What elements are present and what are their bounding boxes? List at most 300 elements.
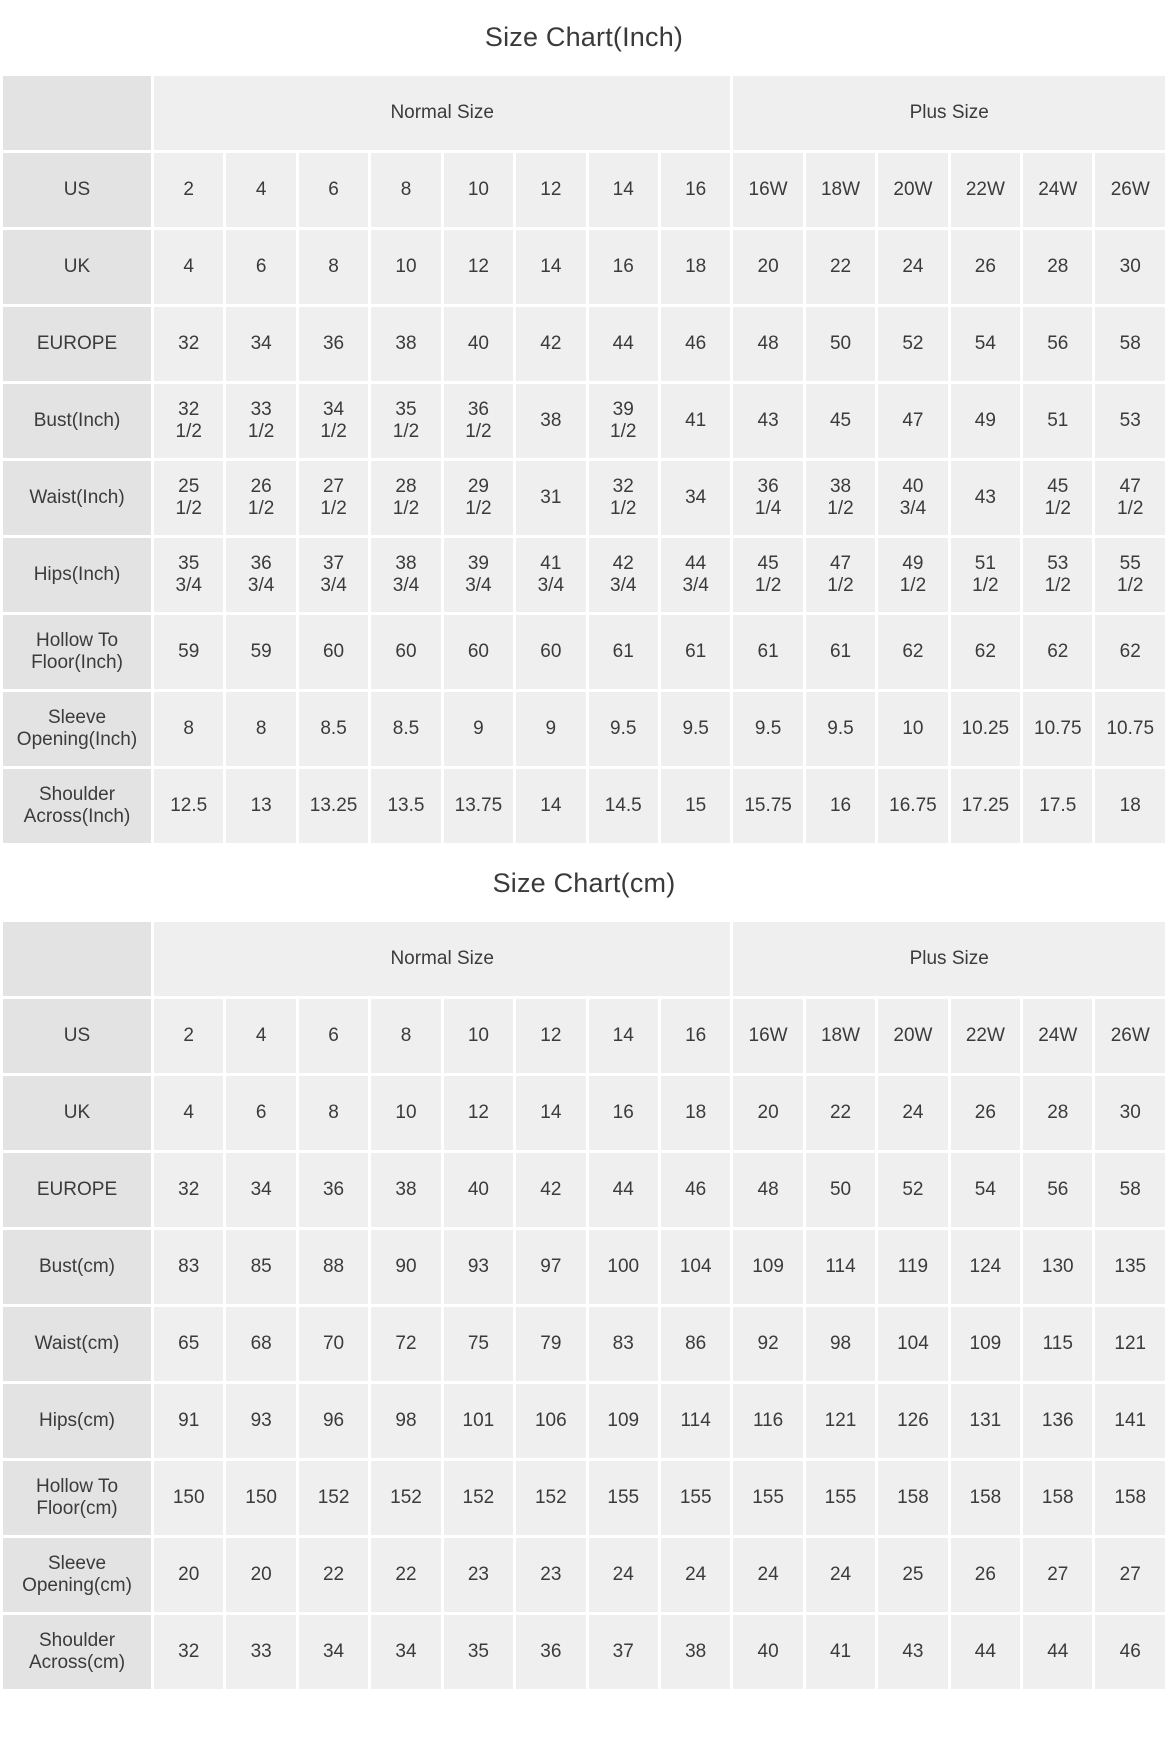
table-cell: 18 (659, 229, 731, 306)
table-cell: 86 (659, 1306, 731, 1383)
table-cell: 20W (877, 152, 949, 229)
table-cell: 39 3/4 (442, 537, 514, 614)
table-cell: 17.25 (949, 768, 1021, 845)
table-cell: 30 (1094, 1075, 1167, 1152)
row-header-cell: EUROPE (2, 1152, 153, 1229)
table-cell: 18 (1094, 768, 1167, 845)
table-cell: 60 (370, 614, 442, 691)
table-cell: 13.25 (297, 768, 369, 845)
size-chart-table (0, 73, 1168, 846)
table-cell: 29 1/2 (442, 460, 514, 537)
table-cell: 48 (732, 306, 804, 383)
table-cell: 47 (877, 383, 949, 460)
table-cell: 14 (515, 1075, 587, 1152)
table-cell: 58 (1094, 306, 1167, 383)
table-cell: 38 1/2 (804, 460, 876, 537)
table-cell: 10 (370, 229, 442, 306)
table-cell: 152 (442, 1460, 514, 1537)
table-cell: 10 (370, 1075, 442, 1152)
table-cell: 16 (659, 998, 731, 1075)
table-cell: 33 1/2 (225, 383, 297, 460)
table-cell: 32 (153, 1152, 225, 1229)
table-cell: 23 (515, 1537, 587, 1614)
table-cell: 101 (442, 1383, 514, 1460)
table-cell: 46 (659, 1152, 731, 1229)
table-cell: 59 (153, 614, 225, 691)
table-cell: 54 (949, 306, 1021, 383)
table-cell: 26W (1094, 998, 1167, 1075)
table-cell: 136 (1022, 1383, 1094, 1460)
row-header-cell: EUROPE (2, 306, 153, 383)
table-cell: 152 (515, 1460, 587, 1537)
table-cell: 158 (1022, 1460, 1094, 1537)
table-cell: 45 (804, 383, 876, 460)
table-cell: 130 (1022, 1229, 1094, 1306)
row-header-cell: Hollow To Floor(Inch) (2, 614, 153, 691)
table-cell: 40 (732, 1614, 804, 1691)
table-cell: 26 (949, 229, 1021, 306)
table-cell: 22 (804, 229, 876, 306)
row-header-cell: UK (2, 229, 153, 306)
table-cell: 121 (804, 1383, 876, 1460)
table-cell: 35 1/2 (370, 383, 442, 460)
table-cell: 61 (804, 614, 876, 691)
table-cell: 36 1/4 (732, 460, 804, 537)
table-cell: 36 1/2 (442, 383, 514, 460)
table-cell: 39 1/2 (587, 383, 659, 460)
table-cell: 131 (949, 1383, 1021, 1460)
table-cell: 16 (804, 768, 876, 845)
table-cell: 62 (949, 614, 1021, 691)
table-cell: 150 (153, 1460, 225, 1537)
table-cell: 13 (225, 768, 297, 845)
table-cell: 28 1/2 (370, 460, 442, 537)
table-cell: 36 (297, 1152, 369, 1229)
table-cell: 24 (587, 1537, 659, 1614)
table-cell: 37 3/4 (297, 537, 369, 614)
table-cell: 42 (515, 1152, 587, 1229)
table-cell: 93 (442, 1229, 514, 1306)
table-cell: 24W (1022, 152, 1094, 229)
table-cell: 34 1/2 (297, 383, 369, 460)
table-cell: 135 (1094, 1229, 1167, 1306)
table-cell: 62 (1022, 614, 1094, 691)
table-row (2, 229, 1167, 306)
table-cell: 8 (370, 998, 442, 1075)
table-cell: 40 (442, 306, 514, 383)
table-cell: 126 (877, 1383, 949, 1460)
table-cell: 32 1/2 (153, 383, 225, 460)
table-cell: 28 (1022, 1075, 1094, 1152)
table-cell: 15 (659, 768, 731, 845)
table-cell: 68 (225, 1306, 297, 1383)
table-row (2, 1229, 1167, 1306)
table-cell: 24 (804, 1537, 876, 1614)
table-cell: 59 (225, 614, 297, 691)
table-cell: 14 (587, 152, 659, 229)
table-cell: 45 1/2 (1022, 460, 1094, 537)
table-cell: 34 (370, 1614, 442, 1691)
row-header-cell: Hips(Inch) (2, 537, 153, 614)
table-cell: 24 (877, 229, 949, 306)
table-group-header-row (2, 921, 1167, 998)
table-cell: 48 (732, 1152, 804, 1229)
table-cell: 155 (732, 1460, 804, 1537)
table-cell: 60 (515, 614, 587, 691)
table-cell: 16 (659, 152, 731, 229)
table-cell: 4 (153, 1075, 225, 1152)
table-cell: 47 1/2 (804, 537, 876, 614)
table-cell: 38 (659, 1614, 731, 1691)
row-header-cell: Hips(cm) (2, 1383, 153, 1460)
table-row (2, 1537, 1167, 1614)
table-cell: 41 3/4 (515, 537, 587, 614)
table-cell: 31 (515, 460, 587, 537)
table-cell: 109 (732, 1229, 804, 1306)
table-cell: 26W (1094, 152, 1167, 229)
table-cell: 55 1/2 (1094, 537, 1167, 614)
table-cell: 98 (804, 1306, 876, 1383)
table-cell: 24 (732, 1537, 804, 1614)
corner-cell (2, 75, 153, 152)
table-cell: 51 (1022, 383, 1094, 460)
table-cell: 26 (949, 1537, 1021, 1614)
table-cell: 23 (442, 1537, 514, 1614)
table-cell: 33 (225, 1614, 297, 1691)
table-cell: 36 (515, 1614, 587, 1691)
table-cell: 9.5 (804, 691, 876, 768)
table-row (2, 998, 1167, 1075)
table-cell: 32 (153, 1614, 225, 1691)
table-cell: 18 (659, 1075, 731, 1152)
table-cell: 75 (442, 1306, 514, 1383)
table-cell: 20 (732, 229, 804, 306)
table-cell: 45 1/2 (732, 537, 804, 614)
table-cell: 44 3/4 (659, 537, 731, 614)
table-cell: 109 (587, 1383, 659, 1460)
table-cell: 26 (949, 1075, 1021, 1152)
table-row (2, 1460, 1167, 1537)
table-cell: 158 (877, 1460, 949, 1537)
row-header-cell: US (2, 998, 153, 1075)
table-cell: 40 3/4 (877, 460, 949, 537)
table-cell: 13.75 (442, 768, 514, 845)
table-row (2, 1614, 1167, 1691)
table-row (2, 537, 1167, 614)
table-row (2, 460, 1167, 537)
table-cell: 155 (804, 1460, 876, 1537)
table-cell: 27 (1022, 1537, 1094, 1614)
table-cell: 38 (370, 1152, 442, 1229)
table-row (2, 1152, 1167, 1229)
corner-cell (2, 921, 153, 998)
table-cell: 22 (297, 1537, 369, 1614)
table-row (2, 1075, 1167, 1152)
table-cell: 22W (949, 998, 1021, 1075)
table-cell: 2 (153, 998, 225, 1075)
group-header-cell: Plus Size (732, 75, 1167, 152)
table-cell: 14 (515, 768, 587, 845)
table-cell: 83 (153, 1229, 225, 1306)
table-cell: 115 (1022, 1306, 1094, 1383)
table-cell: 124 (949, 1229, 1021, 1306)
table-cell: 22 (370, 1537, 442, 1614)
table-cell: 49 (949, 383, 1021, 460)
table-cell: 12 (515, 998, 587, 1075)
table-cell: 14 (515, 229, 587, 306)
table-cell: 104 (659, 1229, 731, 1306)
table-cell: 47 1/2 (1094, 460, 1167, 537)
table-cell: 56 (1022, 1152, 1094, 1229)
table-cell: 25 (877, 1537, 949, 1614)
table-cell: 46 (1094, 1614, 1167, 1691)
group-header-cell: Plus Size (732, 921, 1167, 998)
table-cell: 38 3/4 (370, 537, 442, 614)
table-cell: 158 (1094, 1460, 1167, 1537)
row-header-cell: Waist(Inch) (2, 460, 153, 537)
row-header-cell: Shoulder Across(cm) (2, 1614, 153, 1691)
table-cell: 61 (732, 614, 804, 691)
table-cell: 20 (153, 1537, 225, 1614)
table-cell: 52 (877, 1152, 949, 1229)
table-cell: 32 1/2 (587, 460, 659, 537)
table-cell: 104 (877, 1306, 949, 1383)
table-cell: 50 (804, 1152, 876, 1229)
table-cell: 53 1/2 (1022, 537, 1094, 614)
table-cell: 152 (370, 1460, 442, 1537)
row-header-cell: US (2, 152, 153, 229)
table-cell: 10 (877, 691, 949, 768)
table-cell: 152 (297, 1460, 369, 1537)
table-cell: 9.5 (732, 691, 804, 768)
row-header-cell: Sleeve Opening(Inch) (2, 691, 153, 768)
table-cell: 6 (225, 229, 297, 306)
table-cell: 40 (442, 1152, 514, 1229)
table-cell: 44 (949, 1614, 1021, 1691)
table-cell: 30 (1094, 229, 1167, 306)
size-chart-table (0, 919, 1168, 1692)
table-cell: 90 (370, 1229, 442, 1306)
row-header-cell: Waist(cm) (2, 1306, 153, 1383)
table-cell: 18W (804, 998, 876, 1075)
table-cell: 88 (297, 1229, 369, 1306)
table-cell: 16 (587, 1075, 659, 1152)
table-row (2, 1306, 1167, 1383)
table-cell: 27 1/2 (297, 460, 369, 537)
table-row (2, 614, 1167, 691)
table-cell: 36 (297, 306, 369, 383)
table-row (2, 768, 1167, 845)
table-cell: 34 (297, 1614, 369, 1691)
table-cell: 15.75 (732, 768, 804, 845)
table-cell: 60 (442, 614, 514, 691)
table-cell: 14.5 (587, 768, 659, 845)
table-cell: 22W (949, 152, 1021, 229)
table-cell: 51 1/2 (949, 537, 1021, 614)
table-cell: 119 (877, 1229, 949, 1306)
table-cell: 100 (587, 1229, 659, 1306)
table-cell: 58 (1094, 1152, 1167, 1229)
table-cell: 38 (370, 306, 442, 383)
table-cell: 56 (1022, 306, 1094, 383)
table-cell: 150 (225, 1460, 297, 1537)
table-cell: 42 3/4 (587, 537, 659, 614)
table-cell: 37 (587, 1614, 659, 1691)
table-cell: 2 (153, 152, 225, 229)
table-cell: 50 (804, 306, 876, 383)
table-cell: 158 (949, 1460, 1021, 1537)
table-cell: 20 (225, 1537, 297, 1614)
table-cell: 16 (587, 229, 659, 306)
table-cell: 83 (587, 1306, 659, 1383)
row-header-cell: Bust(Inch) (2, 383, 153, 460)
table-cell: 49 1/2 (877, 537, 949, 614)
table-cell: 8 (225, 691, 297, 768)
table-cell: 6 (297, 152, 369, 229)
table-cell: 24 (659, 1537, 731, 1614)
table-cell: 155 (659, 1460, 731, 1537)
chart-title: Size Chart(Inch) (484, 22, 684, 52)
table-row (2, 152, 1167, 229)
table-cell: 35 (442, 1614, 514, 1691)
table-cell: 8 (153, 691, 225, 768)
table-cell: 44 (587, 1152, 659, 1229)
table-cell: 25 1/2 (153, 460, 225, 537)
table-cell: 9 (515, 691, 587, 768)
table-cell: 109 (949, 1306, 1021, 1383)
table-cell: 79 (515, 1306, 587, 1383)
table-cell: 62 (1094, 614, 1167, 691)
row-header-cell: UK (2, 1075, 153, 1152)
table-cell: 9.5 (659, 691, 731, 768)
table-cell: 155 (587, 1460, 659, 1537)
table-cell: 17.5 (1022, 768, 1094, 845)
table-cell: 42 (515, 306, 587, 383)
table-cell: 44 (1022, 1614, 1094, 1691)
table-cell: 65 (153, 1306, 225, 1383)
table-cell: 4 (225, 998, 297, 1075)
table-cell: 20 (732, 1075, 804, 1152)
table-cell: 10.25 (949, 691, 1021, 768)
table-cell: 20W (877, 998, 949, 1075)
table-cell: 26 1/2 (225, 460, 297, 537)
table-cell: 16W (732, 152, 804, 229)
table-cell: 53 (1094, 383, 1167, 460)
table-cell: 10.75 (1094, 691, 1167, 768)
table-cell: 41 (659, 383, 731, 460)
table-cell: 18W (804, 152, 876, 229)
table-cell: 93 (225, 1383, 297, 1460)
table-group-header-row (2, 75, 1167, 152)
table-cell: 8 (297, 1075, 369, 1152)
table-cell: 8.5 (297, 691, 369, 768)
table-cell: 92 (732, 1306, 804, 1383)
table-cell: 43 (877, 1614, 949, 1691)
table-cell: 34 (659, 460, 731, 537)
table-cell: 41 (804, 1614, 876, 1691)
chart-title: Size Chart(cm) (492, 868, 676, 898)
table-cell: 12 (515, 152, 587, 229)
table-cell: 54 (949, 1152, 1021, 1229)
table-cell: 36 3/4 (225, 537, 297, 614)
table-cell: 38 (515, 383, 587, 460)
table-cell: 114 (659, 1383, 731, 1460)
group-header-cell: Normal Size (153, 921, 732, 998)
table-cell: 32 (153, 306, 225, 383)
table-cell: 116 (732, 1383, 804, 1460)
table-cell: 14 (587, 998, 659, 1075)
table-cell: 114 (804, 1229, 876, 1306)
table-cell: 62 (877, 614, 949, 691)
table-cell: 121 (1094, 1306, 1167, 1383)
table-cell: 4 (225, 152, 297, 229)
table-cell: 61 (587, 614, 659, 691)
table-cell: 13.5 (370, 768, 442, 845)
table-cell: 70 (297, 1306, 369, 1383)
table-cell: 96 (297, 1383, 369, 1460)
table-row (2, 306, 1167, 383)
table-cell: 6 (297, 998, 369, 1075)
table-cell: 8.5 (370, 691, 442, 768)
row-header-cell: Bust(cm) (2, 1229, 153, 1306)
table-cell: 28 (1022, 229, 1094, 306)
table-cell: 44 (587, 306, 659, 383)
table-cell: 16.75 (877, 768, 949, 845)
table-row (2, 383, 1167, 460)
table-cell: 12 (442, 1075, 514, 1152)
table-cell: 61 (659, 614, 731, 691)
table-cell: 9.5 (587, 691, 659, 768)
table-cell: 8 (297, 229, 369, 306)
table-cell: 46 (659, 306, 731, 383)
table-cell: 43 (949, 460, 1021, 537)
table-cell: 10 (442, 998, 514, 1075)
row-header-cell: Sleeve Opening(cm) (2, 1537, 153, 1614)
table-cell: 8 (370, 152, 442, 229)
table-cell: 24 (877, 1075, 949, 1152)
table-cell: 10.75 (1022, 691, 1094, 768)
table-cell: 72 (370, 1306, 442, 1383)
table-row (2, 1383, 1167, 1460)
table-cell: 24W (1022, 998, 1094, 1075)
table-cell: 98 (370, 1383, 442, 1460)
table-cell: 12 (442, 229, 514, 306)
table-cell: 10 (442, 152, 514, 229)
table-cell: 141 (1094, 1383, 1167, 1460)
table-cell: 34 (225, 306, 297, 383)
table-cell: 9 (442, 691, 514, 768)
table-cell: 106 (515, 1383, 587, 1460)
row-header-cell: Shoulder Across(Inch) (2, 768, 153, 845)
table-cell: 34 (225, 1152, 297, 1229)
table-cell: 12.5 (153, 768, 225, 845)
table-cell: 6 (225, 1075, 297, 1152)
table-cell: 91 (153, 1383, 225, 1460)
table-cell: 43 (732, 383, 804, 460)
row-header-cell: Hollow To Floor(cm) (2, 1460, 153, 1537)
table-cell: 16W (732, 998, 804, 1075)
table-cell: 97 (515, 1229, 587, 1306)
table-cell: 4 (153, 229, 225, 306)
table-cell: 35 3/4 (153, 537, 225, 614)
table-cell: 27 (1094, 1537, 1167, 1614)
table-cell: 52 (877, 306, 949, 383)
table-cell: 22 (804, 1075, 876, 1152)
group-header-cell: Normal Size (153, 75, 732, 152)
table-row (2, 691, 1167, 768)
table-cell: 60 (297, 614, 369, 691)
table-cell: 85 (225, 1229, 297, 1306)
